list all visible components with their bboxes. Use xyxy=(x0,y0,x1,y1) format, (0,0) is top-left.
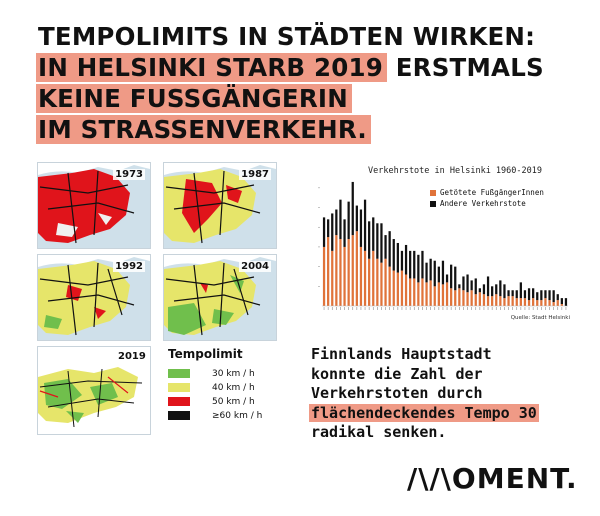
bar-pedestrian-1986 xyxy=(430,280,432,306)
bar-other-1999 xyxy=(483,284,485,294)
map-2004 xyxy=(163,254,277,341)
bar-other-2003 xyxy=(499,280,501,296)
legend-title: Tempolimit xyxy=(168,347,243,361)
bar-pedestrian-1994 xyxy=(462,290,464,306)
bar-other-1996 xyxy=(471,280,473,290)
legend-swatch xyxy=(168,369,190,378)
bar-pedestrian-2002 xyxy=(495,294,497,306)
headline-line-2-highlight: IN HELSINKI STARB 2019 xyxy=(36,53,387,82)
bar-pedestrian-1995 xyxy=(466,292,468,306)
bar-other-2009 xyxy=(524,290,526,298)
bar-pedestrian-1993 xyxy=(458,288,460,306)
bar-pedestrian-1987 xyxy=(434,286,436,306)
bar-pedestrian-1999 xyxy=(483,294,485,306)
legend-label: 40 km / h xyxy=(212,382,255,393)
bar-pedestrian-2007 xyxy=(516,298,518,306)
bar-other-1990 xyxy=(446,274,448,282)
bar-other-2013 xyxy=(540,290,542,300)
bar-pedestrian-1997 xyxy=(475,294,477,306)
legend-swatch xyxy=(168,383,190,392)
bar-other-1966 xyxy=(348,202,350,239)
map-1992 xyxy=(37,254,151,341)
bar-other-2016 xyxy=(553,290,555,302)
bar-pedestrian-1967 xyxy=(352,235,354,306)
bar-pedestrian-1998 xyxy=(479,292,481,306)
bar-other-1969 xyxy=(360,210,362,247)
moment-logo: /\/\OMENT. xyxy=(407,462,578,495)
bar-other-1979 xyxy=(401,251,403,271)
bar-other-1965 xyxy=(343,219,345,247)
map-year-label: 1987 xyxy=(241,169,269,180)
bar-pedestrian-2003 xyxy=(499,296,501,306)
legend-swatch xyxy=(168,397,190,406)
bar-other-1997 xyxy=(475,278,477,294)
bar-pedestrian-1982 xyxy=(413,278,415,306)
bar-other-2002 xyxy=(495,284,497,294)
bar-other-2014 xyxy=(544,290,546,298)
headline xyxy=(38,22,578,146)
legend-label: ≥60 km / h xyxy=(212,410,263,421)
legend-item xyxy=(168,395,278,408)
bar-other-2007 xyxy=(516,290,518,298)
bar-other-2018 xyxy=(561,298,563,304)
bar-other-1975 xyxy=(384,235,386,259)
bar-pedestrian-2009 xyxy=(524,298,526,306)
chart-legend-label: Andere Verkehrstote xyxy=(440,199,526,208)
chart-legend-item xyxy=(430,187,544,198)
bar-other-1961 xyxy=(327,219,329,237)
bar-other-2001 xyxy=(491,286,493,296)
bar-pedestrian-1970 xyxy=(364,251,366,306)
chart-title: Verkehrstote in Helsinki 1960-2019 xyxy=(368,166,542,176)
bar-other-1971 xyxy=(368,221,370,258)
bar-pedestrian-2017 xyxy=(557,300,559,306)
bar-pedestrian-2008 xyxy=(520,298,522,306)
bar-pedestrian-1960 xyxy=(323,247,325,306)
bar-other-1988 xyxy=(438,267,440,283)
bar-pedestrian-1992 xyxy=(454,290,456,306)
body-line-highlight: flächendeckendes Tempo 30 xyxy=(311,403,537,422)
bar-pedestrian-2012 xyxy=(536,300,538,306)
bar-other-1985 xyxy=(425,263,427,283)
bar-other-2004 xyxy=(503,284,505,298)
bar-other-1995 xyxy=(466,274,468,292)
bar-other-2011 xyxy=(532,288,534,298)
bar-other-1963 xyxy=(335,210,337,236)
bar-other-1968 xyxy=(356,206,358,232)
bar-other-2008 xyxy=(520,282,522,298)
bar-pedestrian-1963 xyxy=(335,235,337,306)
bar-pedestrian-1969 xyxy=(360,247,362,306)
bar-pedestrian-2016 xyxy=(553,302,555,306)
bar-other-2000 xyxy=(487,276,489,296)
chart-legend-label: Getötete FußgängerInnen xyxy=(440,188,544,197)
bar-other-1976 xyxy=(389,231,391,266)
headline-line-4-highlight: IM STRASSENVERKEHR. xyxy=(36,115,371,144)
bar-pedestrian-2004 xyxy=(503,298,505,306)
bar-pedestrian-1975 xyxy=(384,259,386,306)
body-line: Verkehrstoten durch xyxy=(311,384,483,402)
bar-pedestrian-2013 xyxy=(540,300,542,306)
bar-pedestrian-1976 xyxy=(389,267,391,306)
bar-pedestrian-1974 xyxy=(380,263,382,306)
bar-pedestrian-1965 xyxy=(343,247,345,306)
bar-other-1982 xyxy=(413,251,415,279)
bar-other-2006 xyxy=(512,290,514,296)
bar-pedestrian-2011 xyxy=(532,298,534,306)
bar-other-1991 xyxy=(450,265,452,289)
bar-other-1980 xyxy=(405,245,407,275)
chart-legend-swatch xyxy=(430,201,436,207)
bar-pedestrian-2014 xyxy=(544,298,546,306)
bar-pedestrian-1996 xyxy=(471,290,473,306)
map-1973 xyxy=(37,162,151,249)
bar-pedestrian-2005 xyxy=(507,296,509,306)
chart-legend-swatch xyxy=(430,190,436,196)
speed-limit-legend xyxy=(168,347,278,423)
bar-other-1987 xyxy=(434,261,436,287)
bar-pedestrian-2015 xyxy=(548,300,550,306)
map-year-label: 1992 xyxy=(115,261,143,272)
bar-pedestrian-1980 xyxy=(405,274,407,306)
legend-label: 30 km / h xyxy=(212,368,255,379)
bar-pedestrian-1966 xyxy=(348,239,350,306)
bar-other-1994 xyxy=(462,276,464,290)
bar-pedestrian-1968 xyxy=(356,231,358,306)
body-line: Finnlands Hauptstadt xyxy=(311,345,492,363)
bar-other-2015 xyxy=(548,290,550,300)
bar-pedestrian-1984 xyxy=(421,278,423,306)
bar-pedestrian-1962 xyxy=(331,251,333,306)
bar-other-1960 xyxy=(323,217,325,247)
bar-other-2017 xyxy=(557,294,559,300)
bar-other-1983 xyxy=(417,255,419,283)
headline-line-1: TEMPOLIMITS IN STÄDTEN WIRKEN: xyxy=(38,22,536,51)
chart-source: Quelle: Stadt Helsinki xyxy=(510,315,570,321)
bar-other-2012 xyxy=(536,292,538,300)
legend-swatch xyxy=(168,411,190,420)
map-1987 xyxy=(163,162,277,249)
bar-other-1974 xyxy=(380,223,382,262)
bar-other-1973 xyxy=(376,223,378,258)
bar-other-2005 xyxy=(507,290,509,296)
traffic-deaths-chart xyxy=(312,166,574,322)
bar-other-1998 xyxy=(479,288,481,292)
bar-other-1972 xyxy=(372,217,374,250)
bar-pedestrian-1972 xyxy=(372,251,374,306)
bar-other-1978 xyxy=(397,243,399,273)
body-text xyxy=(311,345,591,443)
bar-pedestrian-1988 xyxy=(438,282,440,306)
bar-other-1977 xyxy=(393,239,395,271)
bar-other-1993 xyxy=(458,284,460,288)
bar-pedestrian-1979 xyxy=(401,271,403,306)
headline-line-3-highlight: KEINE FUSSGÄNGERIN xyxy=(36,84,352,113)
bar-pedestrian-1971 xyxy=(368,259,370,306)
bar-other-1984 xyxy=(421,251,423,279)
bar-pedestrian-1978 xyxy=(397,273,399,306)
bar-pedestrian-1977 xyxy=(393,271,395,306)
bar-pedestrian-1985 xyxy=(425,282,427,306)
legend-label: 50 km / h xyxy=(212,396,255,407)
bar-pedestrian-1981 xyxy=(409,278,411,306)
legend-item xyxy=(168,381,278,394)
bar-other-2010 xyxy=(528,288,530,300)
bar-other-1992 xyxy=(454,267,456,291)
chart-legend-item xyxy=(430,198,544,209)
map-year-label: 1973 xyxy=(115,169,143,180)
headline-line-2-rest: ERSTMALS xyxy=(386,53,544,82)
legend-item xyxy=(168,409,278,422)
bar-pedestrian-2001 xyxy=(491,296,493,306)
bar-pedestrian-1991 xyxy=(450,288,452,306)
bar-other-1964 xyxy=(339,200,341,239)
map-year-label: 2004 xyxy=(241,261,269,272)
bar-pedestrian-1989 xyxy=(442,284,444,306)
bar-pedestrian-2010 xyxy=(528,300,530,306)
bar-other-1962 xyxy=(331,213,333,250)
bar-pedestrian-1961 xyxy=(327,237,329,306)
bar-other-1986 xyxy=(430,259,432,281)
map-2019 xyxy=(37,346,151,435)
bar-other-1967 xyxy=(352,182,354,235)
bar-pedestrian-1973 xyxy=(376,259,378,306)
legend-item xyxy=(168,367,278,380)
bar-other-1989 xyxy=(442,261,444,285)
bar-pedestrian-1964 xyxy=(339,239,341,306)
bar-other-2019 xyxy=(565,298,567,306)
body-line: konnte die Zahl der xyxy=(311,364,483,383)
bar-pedestrian-2000 xyxy=(487,296,489,306)
bar-pedestrian-1983 xyxy=(417,282,419,306)
bar-other-1970 xyxy=(364,200,366,251)
bar-pedestrian-2006 xyxy=(512,296,514,306)
bar-pedestrian-1990 xyxy=(446,282,448,306)
map-year-label: 2019 xyxy=(118,351,146,362)
bar-other-1981 xyxy=(409,251,411,279)
body-line: radikal senken. xyxy=(311,423,447,441)
chart-legend xyxy=(430,187,544,209)
